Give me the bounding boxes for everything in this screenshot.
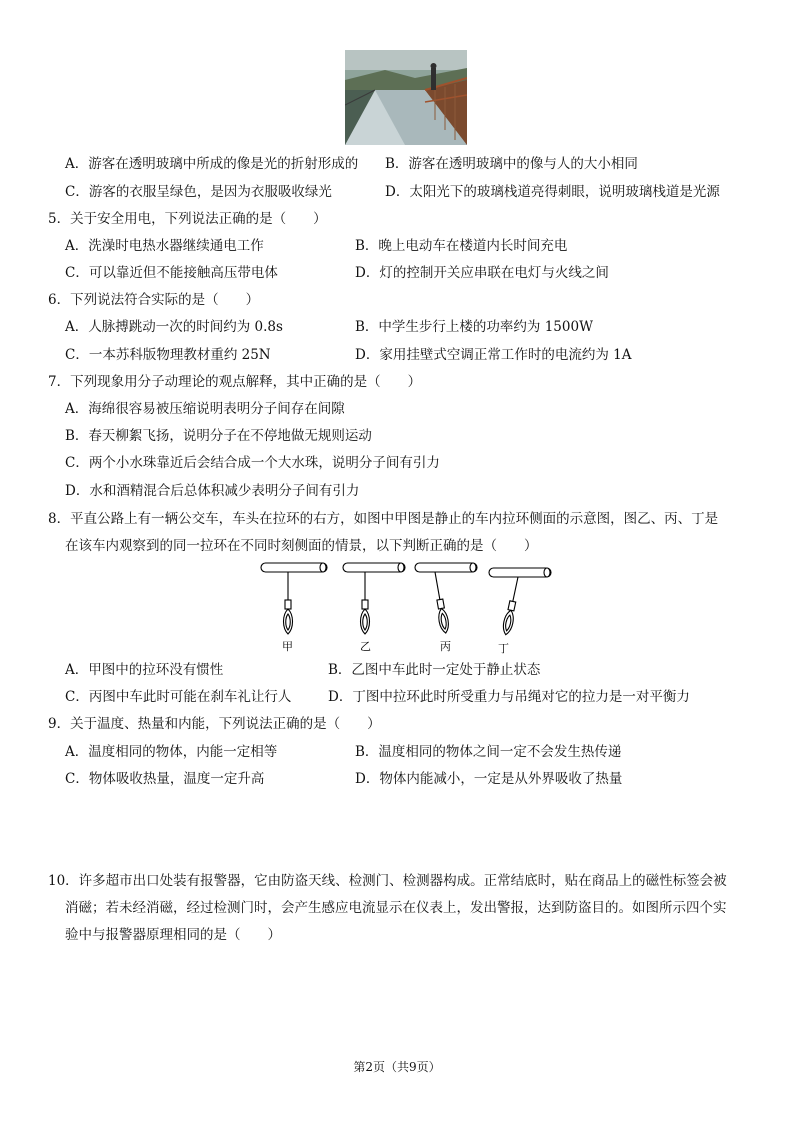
ring-figure-bing [415, 563, 477, 634]
q10-line3: 验中与报警器原理相同的是（ ） [65, 927, 281, 943]
q10-line2: 消磁；若未经消磁，经过检测门时，会产生感应电流显示在仪表上，发出警报，达到防盗目的。如图所示四个实 [65, 900, 727, 916]
q4-option-a: A．游客在透明玻璃中所成的像是光的折射形成的 [65, 156, 359, 172]
fig-label-jia: 甲 [282, 640, 293, 653]
q8-option-b: B．乙图中车此时一定处于静止状态 [328, 662, 541, 678]
q8-option-a: A．甲图中的拉环没有惯性 [65, 662, 224, 678]
fig-label-bing: 丙 [440, 640, 451, 653]
glass-walkway-photo [345, 50, 467, 145]
q6-option-b: B．中学生步行上楼的功率约为 1500W [355, 319, 593, 335]
fig-label-ding: 丁 [498, 642, 509, 655]
q7-option-b: B．春天柳絮飞扬，说明分子在不停地做无规则运动 [65, 428, 372, 444]
q8-option-d: D．丁图中拉环此时所受重力与吊绳对它的拉力是一对平衡力 [328, 689, 690, 705]
q4-option-b: B．游客在透明玻璃中的像与人的大小相同 [385, 156, 638, 172]
q9-option-b: B．温度相同的物体之间一定不会发生热传递 [355, 744, 622, 760]
q5-option-c: C．可以靠近但不能接触高压带电体 [65, 265, 278, 281]
q9-option-a: A．温度相同的物体，内能一定相等 [65, 744, 278, 760]
q6-option-a: A．人脉搏跳动一次的时间约为 0.8s [65, 319, 283, 335]
q4-option-c: C．游客的衣服呈绿色，是因为衣服吸收绿光 [65, 184, 332, 200]
ring-figure-yi [343, 563, 405, 634]
ring-figure-jia [261, 563, 327, 634]
q7-option-c: C．两个小水珠靠近后会结合成一个大水珠，说明分子间有引力 [65, 455, 440, 471]
page-footer: 第2页（共9页） [353, 1060, 441, 1074]
q7-option-d: D．水和酒精混合后总体积减少表明分子间有引力 [65, 483, 360, 499]
q7-stem: 7．下列现象用分子动理论的观点解释，其中正确的是（ ） [48, 374, 422, 390]
q6-stem: 6．下列说法符合实际的是（ ） [48, 292, 260, 308]
fig-label-yi: 乙 [360, 640, 371, 653]
q6-option-d: D．家用挂壁式空调正常工作时的电流约为 1A [355, 347, 632, 363]
q8-stem-line2: 在该车内观察到的同一拉环在不同时刻侧面的情景，以下判断正确的是（ ） [65, 538, 538, 554]
q4-option-d: D．太阳光下的玻璃栈道亮得刺眼，说明玻璃栈道是光源 [385, 184, 720, 200]
q5-option-a: A．洗澡时电热水器继续通电工作 [65, 238, 264, 254]
q10-line1: 10．许多超市出口处装有报警器，它由防盗天线、检测门、检测器构成。正常结底时，贴在商品上的磁性标签会被 [48, 873, 727, 889]
q9-option-d: D．物体内能减小，一定是从外界吸收了热量 [355, 771, 623, 787]
q8-pull-ring-figure [255, 560, 565, 655]
q6-option-c: C．一本苏科版物理教材重约 25N [65, 347, 271, 363]
ring-figure-ding [489, 568, 551, 636]
q5-stem: 5．关于安全用电，下列说法正确的是（ ） [48, 211, 327, 227]
q5-option-d: D．灯的控制开关应串联在电灯与火线之间 [355, 265, 609, 281]
q7-option-a: A．海绵很容易被压缩说明表明分子间存在间隙 [65, 401, 345, 417]
q9-stem: 9．关于温度、热量和内能，下列说法正确的是（ ） [48, 716, 381, 732]
q5-option-b: B．晚上电动车在楼道内长时间充电 [355, 238, 568, 254]
q9-option-c: C．物体吸收热量，温度一定升高 [65, 771, 265, 787]
q8-option-c: C．丙图中车此时可能在刹车礼让行人 [65, 689, 292, 705]
q8-stem-line1: 8．平直公路上有一辆公交车，车头在拉环的右方，如图中甲图是静止的车内拉环侧面的示意图，图乙、丙、丁是 [48, 511, 719, 527]
